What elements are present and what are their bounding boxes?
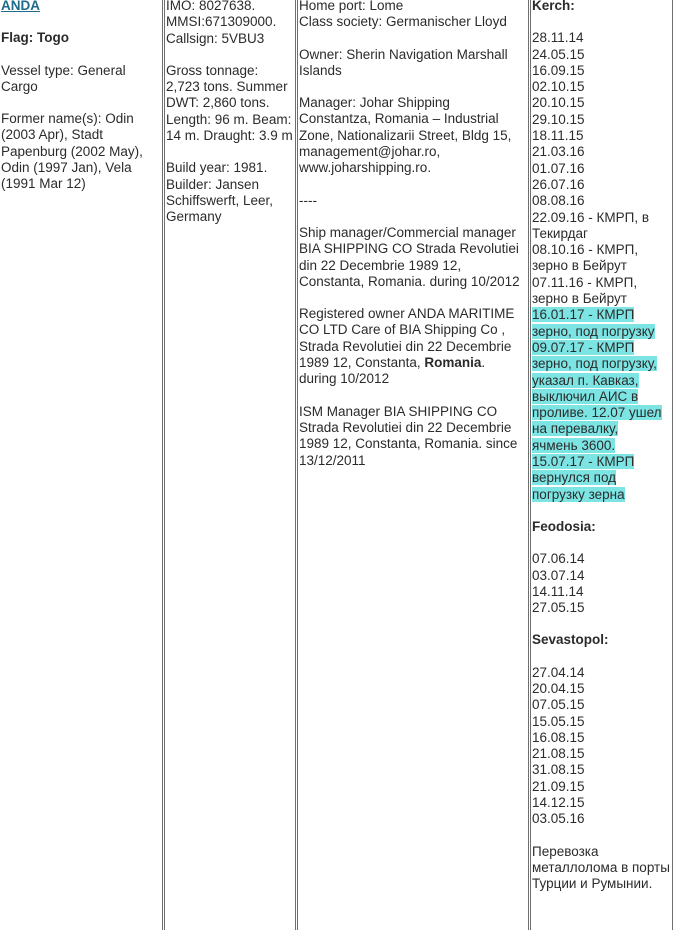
owner: Owner: Sherin Navigation Marshall Islands — [299, 46, 508, 78]
kerch-date: 01.07.16 — [532, 160, 585, 176]
kerch-highlight-entry — [532, 307, 670, 340]
highlighted-text: 16.01.17 - КМРП — [532, 307, 635, 323]
imo: IMO: 8027638. — [166, 0, 256, 13]
kerch-date: 24.05.15 — [532, 46, 585, 62]
kerch-date: 26.07.16 — [532, 176, 585, 192]
highlighted-text: зерно, под погрузку, — [532, 356, 657, 372]
callsign: Callsign: 5VBU3 — [166, 30, 265, 46]
sevastopol-title: Sevastopol: — [532, 632, 609, 648]
column-divider — [672, 0, 673, 930]
company-column — [299, 0, 525, 930]
feodosia-title: Feodosia: — [532, 518, 596, 534]
vessel-type: Vessel type: General Cargo — [1, 62, 126, 94]
ports-column — [532, 0, 670, 930]
vessel-name-link[interactable]: ANDA — [1, 0, 40, 13]
column-divider — [297, 0, 298, 930]
ship-manager: Ship manager/Commercial manager BIA SHIPPING CO Strada Revolutiei din 22 Decembrie 1989 12, Constanta, Romania. during 10/2012 — [299, 224, 520, 289]
kerch-date: 20.10.15 — [532, 95, 585, 111]
column-divider — [162, 0, 163, 930]
feodosia-dates — [532, 551, 670, 616]
feodosia-date: 14.11.14 — [532, 583, 584, 599]
registered-owner — [299, 306, 525, 387]
home-port: Home port: Lome — [299, 0, 404, 13]
ids-column — [166, 0, 294, 930]
kerch-date: 21.03.16 — [532, 144, 585, 160]
highlighted-text: 15.07.17 - КМРП — [532, 454, 635, 470]
highlighted-text: указал п. Кавказ, — [532, 372, 639, 388]
kerch-date: 28.11.14 — [532, 30, 584, 46]
kerch-date: 16.09.15 — [532, 62, 585, 78]
kerch-note: 07.11.16 - КМРП, зерно в Бейрут — [532, 274, 638, 307]
column-divider — [528, 0, 529, 930]
highlighted-text: погрузку зерна — [532, 486, 625, 502]
sevastopol-date: 20.04.15 — [532, 680, 585, 696]
builder: Builder: Jansen Schiffswerft, Leer, Germany — [166, 176, 274, 225]
kerch-note: 08.10.16 - КМРП, зерно в Бейрут — [532, 242, 639, 274]
kerch-title: Kerch: — [532, 0, 575, 13]
column-divider — [530, 0, 531, 930]
feodosia-date: 07.06.14 — [532, 551, 585, 567]
vessel-column — [1, 0, 161, 930]
kerch-date: 02.10.15 — [532, 79, 585, 95]
manager: Manager: Johar Shipping Constantza, Romania – Industrial Zone, Nationalizarii Street, Bldg 15, management@johar.ro, www.joharshipping.ro. — [299, 95, 512, 176]
highlighted-text: вернулся под — [532, 470, 617, 486]
registered-owner-country: Romania — [424, 355, 482, 371]
kerch-note: 22.09.16 - КМРП, в Текирдаг — [532, 209, 650, 241]
column-divider — [164, 0, 165, 930]
kerch-date: 08.08.16 — [532, 193, 585, 209]
sevastopol-date: 21.09.15 — [532, 778, 585, 794]
column-divider — [295, 0, 296, 930]
scrap-metal-note: Перевозка металлолома в порты Турции и Румынии. — [532, 843, 670, 892]
highlighted-text: проливе. 12.07 ушел — [532, 405, 662, 421]
class-society: Class society: Germanischer Lloyd — [299, 14, 507, 30]
sevastopol-date: 16.08.15 — [532, 729, 585, 745]
ism-manager: ISM Manager BIA SHIPPING CO Strada Revolutiei din 22 Decembrie 1989 12, Constanta, Romania. since 13/12/2011 — [299, 403, 518, 468]
separator: ---- — [299, 192, 317, 208]
sevastopol-date: 27.04.14 — [532, 664, 585, 680]
sevastopol-date: 07.05.15 — [532, 697, 585, 713]
highlighted-text: на перевалку, — [532, 421, 619, 437]
kerch-dates — [532, 30, 670, 209]
feodosia-date: 27.05.15 — [532, 600, 585, 616]
kerch-date: 18.11.15 — [532, 128, 584, 144]
sevastopol-date: 14.12.15 — [532, 795, 585, 811]
highlighted-text: выключил АИС в — [532, 388, 639, 404]
registered-owner-date: . during 10/2012 — [299, 355, 486, 387]
feodosia-date: 03.07.14 — [532, 567, 585, 583]
kerch-highlight-entry — [532, 454, 670, 503]
flag: Flag: Togo — [1, 30, 69, 46]
build-year: Build year: 1981. — [166, 160, 268, 176]
former-names: Former name(s): Odin (2003 Apr), Stadt Papenburg (2002 May), Odin (1997 Jan), Vela (1991 Mar 12) — [1, 111, 143, 192]
highlighted-text: 09.07.17 - КМРП — [532, 339, 635, 355]
highlighted-text: зерно, под погрузку — [532, 323, 655, 339]
sevastopol-date: 21.08.15 — [532, 746, 585, 762]
sevastopol-date: 03.05.16 — [532, 811, 585, 827]
kerch-date: 29.10.15 — [532, 111, 585, 127]
mmsi: MMSI:671309000. — [166, 14, 277, 30]
tonnage-dimensions: Gross tonnage: 2,723 tons. Summer DWT: 2,860 tons. Length: 96 m. Beam: 14 m. Draught: 3.9 m — [166, 62, 293, 144]
kerch-highlighted-notes — [532, 307, 670, 503]
sevastopol-date: 15.05.15 — [532, 713, 585, 729]
highlighted-text: ячмень 3600. — [532, 437, 616, 453]
kerch-notes — [532, 210, 670, 308]
sevastopol-date: 31.08.15 — [532, 762, 585, 778]
registered-owner-text: Registered owner ANDA MARITIME CO LTD Care of BIA Shipping Co , Strada Revolutiei din 22 Decembrie 1989 12, Constanta, — [299, 306, 515, 371]
kerch-highlight-entry — [532, 340, 670, 454]
sevastopol-dates — [532, 665, 670, 828]
